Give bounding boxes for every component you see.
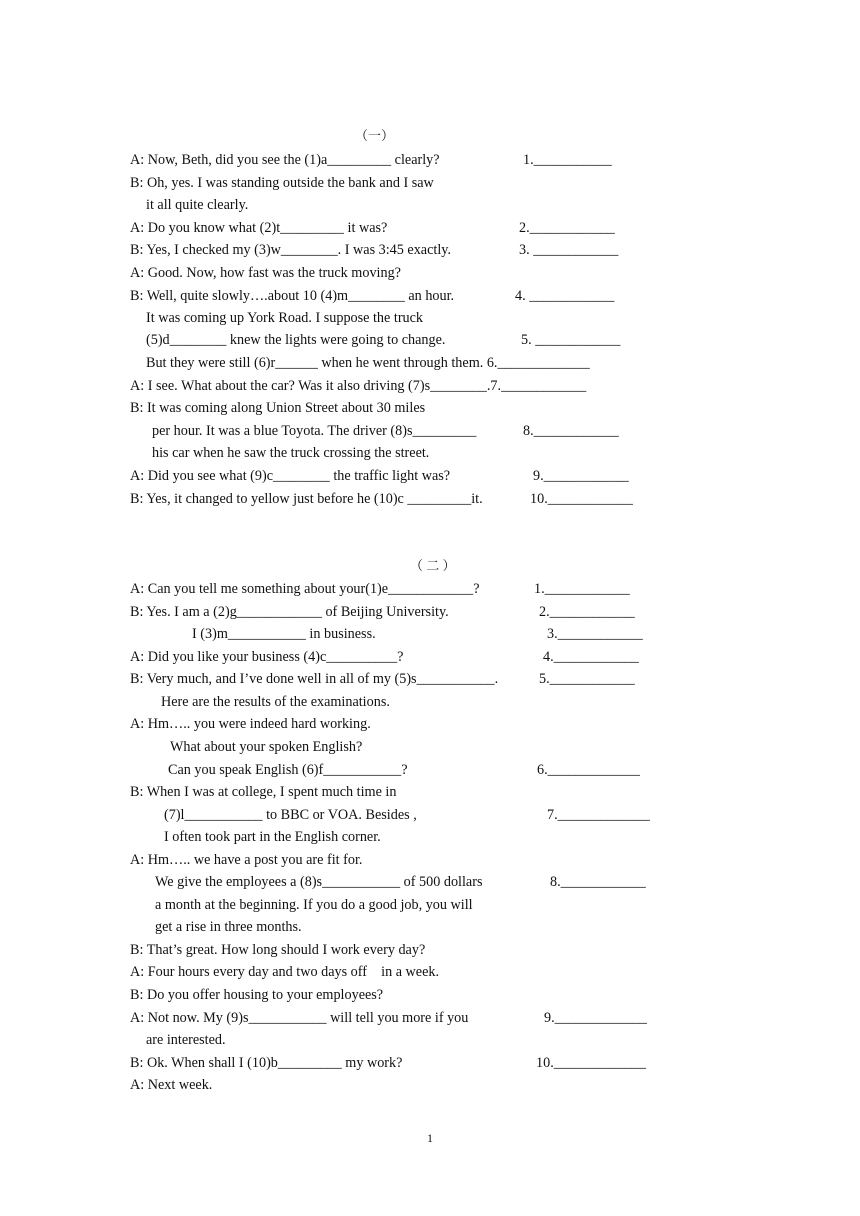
s2-line-22: B: Ok. When shall I (10)b_________ my work? — [130, 1055, 403, 1071]
s1-line-13: per hour. It was a blue Toyota. The driver (8)s_________ — [152, 423, 477, 439]
s2-line-19: B: Do you offer housing to your employees? — [130, 987, 384, 1003]
s2-line-10: B: When I was at college, I spent much time in — [130, 784, 397, 800]
s2-answer-9: 9._____________ — [544, 1010, 647, 1026]
s1-line-6: A: Good. Now, how fast was the truck moving? — [130, 265, 401, 281]
s1-answer-1: 1.___________ — [523, 152, 612, 168]
s1-answer-4: 4. ____________ — [515, 288, 615, 304]
s2-answer-5: 5.____________ — [539, 671, 635, 687]
s2-answer-6: 6._____________ — [537, 762, 640, 778]
s2-line-4: A: Did you like your business (4)c__________? — [130, 649, 404, 665]
s1-line-9: (5)d________ knew the lights were going to change. — [146, 332, 446, 348]
s2-line-11: (7)l___________ to BBC or VOA. Besides , — [164, 807, 417, 823]
s2-line-5: B: Very much, and I’ve done well in all of my (5)s___________. — [130, 671, 499, 687]
s1-answer-9: 9.____________ — [533, 468, 629, 484]
s1-line-8: It was coming up York Road. I suppose the truck — [146, 310, 424, 326]
s1-line-14: his car when he saw the truck crossing the street. — [152, 445, 430, 461]
s2-answer-1: 1.____________ — [534, 581, 630, 597]
s2-answer-7: 7._____________ — [547, 807, 650, 823]
s2-line-6: Here are the results of the examinations. — [161, 694, 390, 710]
s1-line-7: B: Well, quite slowly….about 10 (4)m________ an hour. — [130, 288, 455, 304]
s1-line-1: A: Now, Beth, did you see the (1)a_________ clearly? — [130, 152, 440, 168]
s1-line-3: it all quite clearly. — [146, 197, 249, 213]
s2-answer-4: 4.____________ — [543, 649, 639, 665]
s1-answer-3: 3. ____________ — [519, 242, 619, 258]
s2-line-21: are interested. — [146, 1032, 226, 1048]
s2-line-9: Can you speak English (6)f___________? — [168, 762, 408, 778]
section-1-heading: （一） — [355, 128, 395, 143]
s2-answer-3: 3.____________ — [547, 626, 643, 642]
s2-line-16: get a rise in three months. — [155, 919, 302, 935]
s1-answer-5: 5. ____________ — [521, 332, 621, 348]
s1-line-5: B: Yes, I checked my (3)w________. I was 3:45 exactly. — [130, 242, 451, 258]
s2-answer-10: 10._____________ — [536, 1055, 646, 1071]
s2-answer-2: 2.____________ — [539, 604, 635, 620]
s1-line-2: B: Oh, yes. I was standing outside the bank and I saw — [130, 175, 434, 191]
section-2-heading: （ 二 ） — [410, 558, 456, 573]
s2-line-17: B: That’s great. How long should I work every day? — [130, 942, 426, 958]
s1-answer-10: 10.____________ — [530, 491, 633, 507]
s1-line-12: B: It was coming along Union Street about 30 miles — [130, 400, 426, 416]
s2-line-8: What about your spoken English? — [170, 739, 363, 755]
s2-line-1: A: Can you tell me something about your(1)e____________? — [130, 581, 480, 597]
s2-line-3: I (3)m___________ in business. — [192, 626, 376, 642]
s1-line-11: A: I see. What about the car? Was it also driving (7)s________.7.____________ — [130, 378, 587, 394]
s2-line-18: A: Four hours every day and two days off in a week. — [130, 964, 440, 980]
s1-line-10: But they were still (6)r______ when he went through them. 6._____________ — [146, 355, 590, 371]
s2-line-7: A: Hm….. you were indeed hard working. — [130, 716, 371, 732]
page-number: 1 — [427, 1131, 433, 1145]
s2-line-20: A: Not now. My (9)s___________ will tell you more if you — [130, 1010, 469, 1026]
s2-line-23: A: Next week. — [130, 1077, 213, 1093]
s1-answer-2: 2.____________ — [519, 220, 615, 236]
s2-answer-8: 8.____________ — [550, 874, 646, 890]
s1-line-16: B: Yes, it changed to yellow just before he (10)c _________it. — [130, 491, 483, 507]
s2-line-12: I often took part in the English corner. — [164, 829, 381, 845]
s1-answer-8: 8.____________ — [523, 423, 619, 439]
s1-line-4: A: Do you know what (2)t_________ it was? — [130, 220, 388, 236]
s2-line-2: B: Yes. I am a (2)g____________ of Beijing University. — [130, 604, 449, 620]
s1-line-15: A: Did you see what (9)c________ the traffic light was? — [130, 468, 451, 484]
s2-line-15: a month at the beginning. If you do a good job, you will — [155, 897, 473, 913]
s2-line-14: We give the employees a (8)s___________ of 500 dollars — [155, 874, 483, 890]
s2-line-13: A: Hm….. we have a post you are fit for. — [130, 852, 363, 868]
